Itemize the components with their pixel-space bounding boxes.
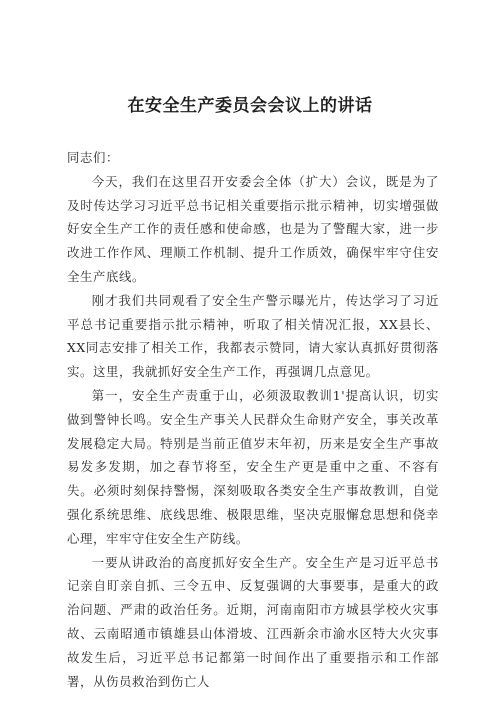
body-paragraph: 第一，安全生产责重于山，必须汲取教训1'提高认识，切实做到警钟长鸣。安全生产事关人民群众生命财产安全，事关改革发展稳定大局。特别是当前正值岁末年初，历来是安全生产事故易发多发期，加之春节将至，安全生产更是重中之重、不容有失。必须时刻保持警惕，深刻吸取各类安全生产事故教训，自觉强化系统思维、底线思维、极限思维，坚决克服懈怠思想和侥幸心理，牢牢守住安全生产防线。 xyxy=(67,387,439,546)
document-body xyxy=(67,146,439,693)
body-paragraph: 一要从讲政治的高度抓好安全生产。安全生产是习近平总书记亲自盯亲自抓、三令五申、反复强调的大事要事，是重大的政治问题、严肃的政治任务。近期，河南南阳市方城县学校火灾事故、云南昭通市镇雄县山体滑坡、江西新余市渝水区特大火灾事故发生后，习近平总书记都第一时间作出了重要指示和工作部署，从伤员救治到伤亡人 xyxy=(67,554,439,689)
document-title: 在安全生产委员会会议上的讲话 xyxy=(127,96,373,116)
salutation: 同志们： xyxy=(67,150,119,165)
body-paragraph: 今天，我们在这里召开安委会全体（扩大）会议，既是为了及时传达学习习近平总书记相关重要指示批示精神，切实增强做好安全生产工作的责任感和使命感，也是为了警醒大家，进一步改进工作作风、理顺工作机制、提升工作质效，确保牢牢守住安全生产底线。 xyxy=(67,173,439,284)
body-paragraph: 刚才我们共同观看了安全生产警示曝光片，传达学习了习近平总书记重要指示批示精神，听取了相关情况汇报，XX县长、XX同志安排了相关工作，我都表示赞同，请大家认真抓好贯彻落实。这里，我就抓好安全生产工作，再强调几点意见。 xyxy=(67,292,439,380)
